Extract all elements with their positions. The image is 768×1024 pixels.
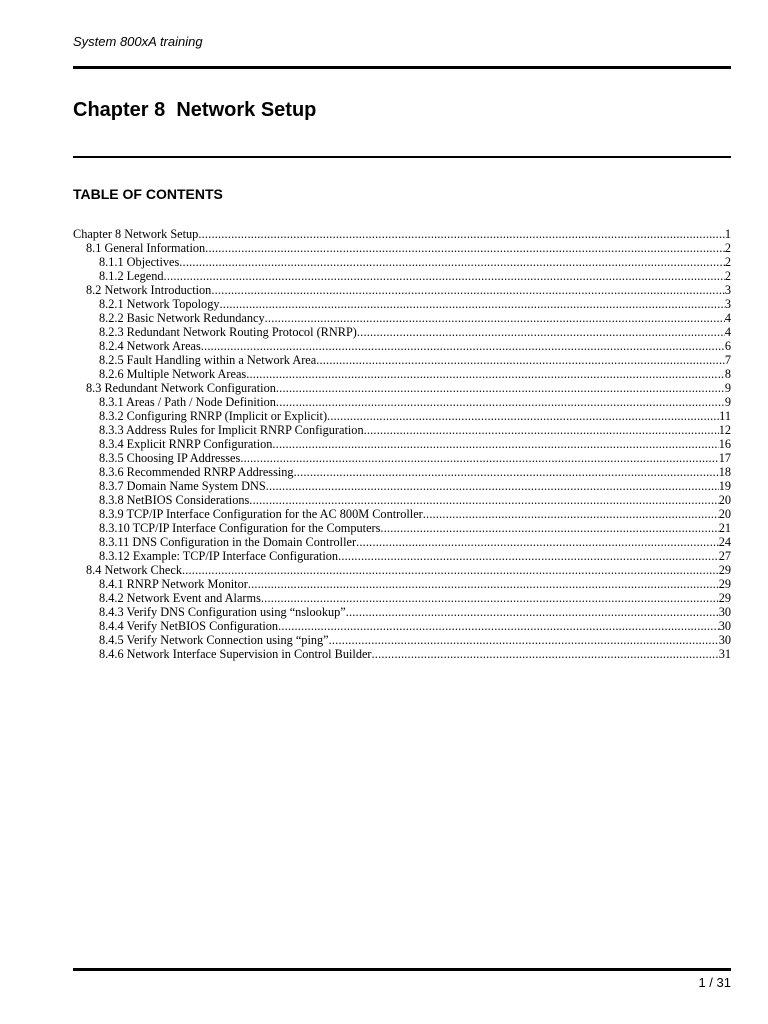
toc-leader xyxy=(249,493,718,507)
toc-entry-page: 27 xyxy=(718,549,731,564)
toc-entry[interactable] xyxy=(73,423,731,437)
toc-entry-title: 8.3.12 Example: TCP/IP Interface Configuration xyxy=(99,549,339,564)
toc-entry-title: 8.1.2 Legend xyxy=(99,269,164,284)
toc-entry-page: 12 xyxy=(718,423,731,438)
toc-entry-title: 8.3.10 TCP/IP Interface Configuration for the Computers xyxy=(99,521,381,536)
toc-entry[interactable] xyxy=(73,451,731,465)
toc-entry[interactable] xyxy=(73,605,731,619)
toc-entry[interactable] xyxy=(73,493,731,507)
toc-leader xyxy=(276,395,725,409)
toc-entry[interactable] xyxy=(73,647,731,661)
toc-entry[interactable] xyxy=(73,227,731,241)
toc-entry[interactable] xyxy=(73,325,731,339)
toc-leader xyxy=(261,591,719,605)
toc-entry-title: 8.3.4 Explicit RNRP Configuration xyxy=(99,437,273,452)
toc-entry[interactable] xyxy=(73,339,731,353)
toc-entry[interactable] xyxy=(73,549,731,563)
toc-entry[interactable] xyxy=(73,409,731,423)
toc-entry[interactable] xyxy=(73,353,731,367)
toc-entry[interactable] xyxy=(73,297,731,311)
toc-entry-title: 8.2.2 Basic Network Redundancy xyxy=(99,311,265,326)
toc-entry[interactable] xyxy=(73,465,731,479)
toc-leader xyxy=(179,255,725,269)
footer-rule xyxy=(73,968,731,971)
toc-entry[interactable] xyxy=(73,479,731,493)
toc-entry[interactable] xyxy=(73,507,731,521)
toc-entry[interactable] xyxy=(73,633,731,647)
toc-entry-page: 6 xyxy=(724,339,731,354)
toc-entry-title: 8.3.5 Choosing IP Addresses xyxy=(99,451,241,466)
toc-entry-page: 2 xyxy=(724,269,731,284)
chapter-title: Chapter 8 Network Setup xyxy=(73,99,317,121)
toc-leader xyxy=(423,507,719,521)
toc-leader xyxy=(338,549,719,563)
toc-leader xyxy=(164,269,725,283)
toc-leader xyxy=(198,227,725,241)
toc-leader xyxy=(357,325,725,339)
toc-entry-page: 29 xyxy=(718,577,731,592)
toc-entry[interactable] xyxy=(73,563,731,577)
toc-entry-page: 21 xyxy=(718,521,731,536)
toc-leader xyxy=(211,283,725,297)
toc-entry-title: 8.2.5 Fault Handling within a Network Area xyxy=(99,353,317,368)
toc-entry[interactable] xyxy=(73,311,731,325)
toc-entry[interactable] xyxy=(73,381,731,395)
toc-entry-title: 8.3.1 Areas / Path / Node Definition xyxy=(99,395,276,410)
toc-entry[interactable] xyxy=(73,241,731,255)
toc-entry-title: 8.2 Network Introduction xyxy=(86,283,212,298)
toc-heading: TABLE OF CONTENTS xyxy=(73,186,223,202)
title-rule xyxy=(73,156,731,158)
toc-leader xyxy=(276,381,725,395)
toc-entry-title: 8.4.4 Verify NetBIOS Configuration xyxy=(99,619,279,634)
toc-leader xyxy=(220,297,725,311)
toc-entry[interactable] xyxy=(73,283,731,297)
toc-leader xyxy=(294,465,719,479)
toc-entry-title: 8.2.4 Network Areas xyxy=(99,339,201,354)
toc-entry-page: 3 xyxy=(724,283,731,298)
table-of-contents xyxy=(73,227,731,661)
toc-entry-title: 8.2.6 Multiple Network Areas xyxy=(99,367,247,382)
toc-entry-title: 8.3.6 Recommended RNRP Addressing xyxy=(99,465,294,480)
toc-entry[interactable] xyxy=(73,619,731,633)
toc-leader xyxy=(278,619,719,633)
toc-leader xyxy=(316,353,725,367)
toc-entry-title: 8.3.9 TCP/IP Interface Configuration for the AC 800M Controller xyxy=(99,507,423,522)
toc-entry[interactable] xyxy=(73,269,731,283)
toc-entry-title: 8.3.3 Address Rules for Implicit RNRP Configuration xyxy=(99,423,364,438)
toc-leader xyxy=(240,451,718,465)
toc-leader xyxy=(266,479,719,493)
toc-leader xyxy=(201,339,725,353)
toc-entry[interactable] xyxy=(73,591,731,605)
toc-entry-title: 8.2.1 Network Topology xyxy=(99,297,220,312)
toc-entry-title: 8.4.5 Verify Network Connection using “ping” xyxy=(99,633,329,648)
toc-leader xyxy=(246,367,725,381)
toc-entry[interactable] xyxy=(73,535,731,549)
toc-entry[interactable] xyxy=(73,521,731,535)
toc-entry-page: 19 xyxy=(718,479,731,494)
toc-entry[interactable] xyxy=(73,437,731,451)
toc-entry-page: 30 xyxy=(718,605,731,620)
toc-leader xyxy=(272,437,718,451)
page-number: 1 / 31 xyxy=(698,975,731,990)
toc-entry-page: 20 xyxy=(718,507,731,522)
toc-entry-title: 8.1.1 Objectives xyxy=(99,255,180,270)
toc-leader xyxy=(380,521,718,535)
toc-entry-page: 9 xyxy=(724,381,731,396)
toc-entry-page: 2 xyxy=(724,241,731,256)
toc-entry-page: 1 xyxy=(724,227,731,241)
toc-entry-page: 16 xyxy=(718,437,731,452)
toc-entry-title: 8.4.2 Network Event and Alarms xyxy=(99,591,261,606)
toc-entry-title: 8.3.11 DNS Configuration in the Domain Controller xyxy=(99,535,357,550)
toc-entry-page: 9 xyxy=(724,395,731,410)
toc-leader xyxy=(364,423,719,437)
toc-entry-page: 29 xyxy=(718,591,731,606)
toc-entry-title: 8.4 Network Check xyxy=(86,563,182,578)
toc-entry-page: 2 xyxy=(724,255,731,270)
toc-entry-page: 7 xyxy=(724,353,731,368)
toc-leader xyxy=(182,563,719,577)
toc-entry-page: 31 xyxy=(718,647,731,662)
toc-leader xyxy=(356,535,719,549)
toc-entry-page: 24 xyxy=(718,535,731,550)
toc-entry-title: 8.1 General Information xyxy=(86,241,206,256)
toc-leader xyxy=(346,605,719,619)
toc-entry-page: 11 xyxy=(719,409,731,424)
toc-entry-page: 30 xyxy=(718,619,731,634)
toc-entry[interactable] xyxy=(73,577,731,591)
toc-leader xyxy=(248,577,719,591)
toc-leader xyxy=(329,633,719,647)
toc-entry-page: 17 xyxy=(718,451,731,466)
toc-entry-page: 20 xyxy=(718,493,731,508)
toc-entry-page: 18 xyxy=(718,465,731,480)
toc-leader xyxy=(265,311,725,325)
toc-entry-title: 8.2.3 Redundant Network Routing Protocol (RNRP) xyxy=(99,325,357,340)
toc-entry[interactable] xyxy=(73,395,731,409)
toc-leader xyxy=(372,647,719,661)
toc-entry-page: 4 xyxy=(724,325,731,340)
toc-entry[interactable] xyxy=(73,255,731,269)
toc-entry-page: 3 xyxy=(724,297,731,312)
toc-entry-title: 8.3.7 Domain Name System DNS xyxy=(99,479,266,494)
toc-leader xyxy=(205,241,725,255)
toc-entry-title: 8.4.1 RNRP Network Monitor xyxy=(99,577,248,592)
toc-entry-page: 29 xyxy=(718,563,731,578)
running-header: System 800xA training xyxy=(73,34,203,49)
toc-entry-title: 8.4.6 Network Interface Supervision in Control Builder xyxy=(99,647,372,662)
toc-entry[interactable] xyxy=(73,367,731,381)
toc-entry-title: 8.3.2 Configuring RNRP (Implicit or Explicit) xyxy=(99,409,328,424)
header-rule xyxy=(73,66,731,69)
toc-entry-page: 30 xyxy=(718,633,731,648)
toc-entry-title: 8.3 Redundant Network Configuration xyxy=(86,381,276,396)
toc-leader xyxy=(327,409,719,423)
toc-entry-title: 8.4.3 Verify DNS Configuration using “nslookup” xyxy=(99,605,346,620)
toc-entry-page: 8 xyxy=(724,367,731,382)
toc-entry-page: 4 xyxy=(724,311,731,326)
toc-entry-title: 8.3.8 NetBIOS Considerations xyxy=(99,493,250,508)
toc-entry-title: Chapter 8 Network Setup xyxy=(73,227,199,241)
